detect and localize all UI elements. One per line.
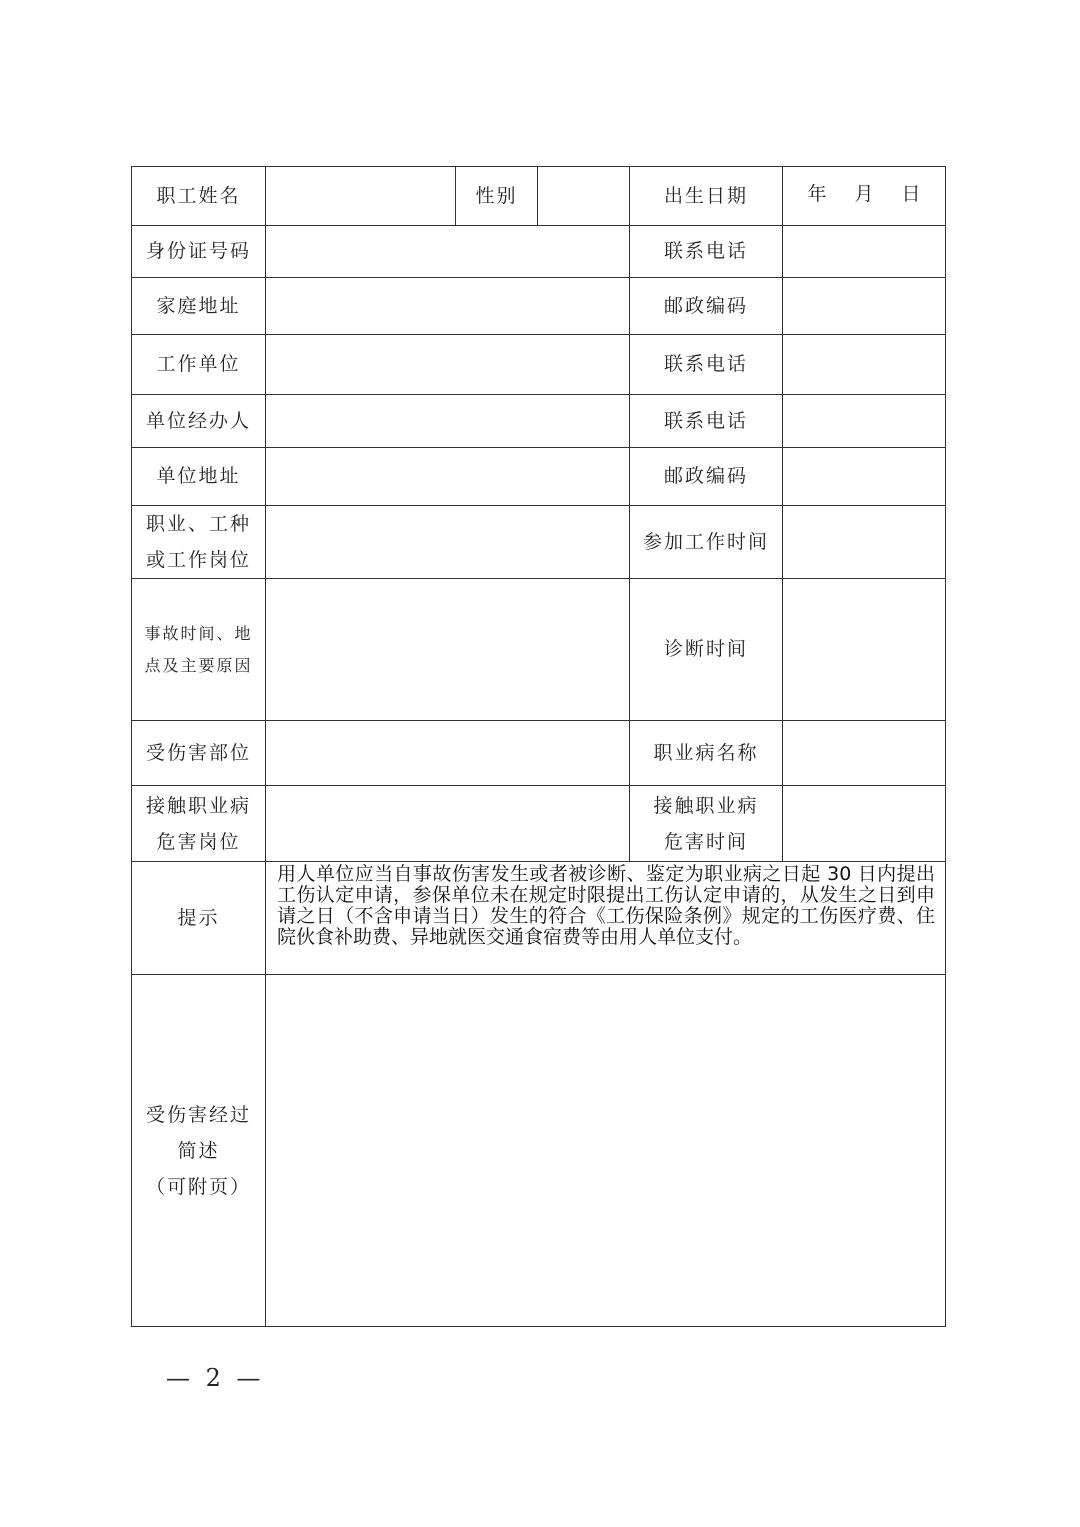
home-postcode-label: 邮政编码 [630, 278, 783, 335]
row-injury [132, 721, 946, 786]
work-start-time-label: 参加工作时间 [630, 506, 783, 579]
contact-phone-label: 联系电话 [630, 226, 783, 278]
employer-address-label: 单位地址 [132, 448, 266, 506]
exposure-post-label-line2: 危害岗位 [156, 830, 241, 853]
row-employer-agent [132, 395, 946, 448]
accident-details-label-line1: 事故时间、地 [144, 623, 253, 643]
home-address-label: 家庭地址 [132, 278, 266, 335]
gender-field[interactable] [538, 167, 630, 226]
employer-agent-label: 单位经办人 [132, 395, 266, 448]
work-start-time-field[interactable] [783, 506, 946, 579]
exposure-time-label [630, 786, 783, 862]
employer-postcode-field[interactable] [783, 448, 946, 506]
injured-part-field[interactable] [266, 721, 630, 786]
exposure-time-label-line1: 接触职业病 [653, 794, 759, 817]
contact-phone-field[interactable] [783, 226, 946, 278]
home-address-field[interactable] [266, 278, 630, 335]
row-description [132, 975, 946, 1327]
injury-description-label-line1: 受伤害经过 [145, 1103, 251, 1126]
date-year-label: 年 [807, 183, 827, 205]
accident-details-label [132, 579, 266, 721]
employer-label: 工作单位 [132, 335, 266, 395]
accident-details-field[interactable] [266, 579, 630, 721]
employee-name-label: 职工姓名 [132, 167, 266, 226]
diagnosis-time-field[interactable] [783, 579, 946, 721]
exposure-post-label [132, 786, 266, 862]
row-notice [132, 862, 946, 975]
injury-description-field[interactable] [266, 975, 946, 1327]
exposure-time-field[interactable] [783, 786, 946, 862]
employer-field[interactable] [266, 335, 630, 395]
birth-date-label: 出生日期 [630, 167, 783, 226]
date-month-label: 月 [854, 183, 874, 205]
gender-label: 性别 [456, 167, 538, 226]
diagnosis-time-label: 诊断时间 [630, 579, 783, 721]
injured-part-label: 受伤害部位 [132, 721, 266, 786]
occupation-field[interactable] [266, 506, 630, 579]
agent-phone-label: 联系电话 [630, 395, 783, 448]
employer-agent-field[interactable] [266, 395, 630, 448]
row-occupation [132, 506, 946, 579]
agent-phone-field[interactable] [783, 395, 946, 448]
row-employer-address [132, 448, 946, 506]
row-employer [132, 335, 946, 395]
exposure-post-field[interactable] [266, 786, 630, 862]
occupation-label-line2: 或工作岗位 [145, 549, 251, 572]
injury-description-label-line2: 简述 [177, 1139, 220, 1162]
birth-date-field[interactable] [783, 167, 946, 226]
id-number-field[interactable] [266, 226, 630, 278]
row-accident [132, 579, 946, 721]
accident-details-label-line2: 点及主要原因 [144, 655, 253, 675]
row-home-address [132, 278, 946, 335]
home-postcode-field[interactable] [783, 278, 946, 335]
date-day-label: 日 [901, 183, 921, 205]
employer-postcode-label: 邮政编码 [630, 448, 783, 506]
employer-address-field[interactable] [266, 448, 630, 506]
notice-label: 提示 [132, 862, 266, 975]
notice-text: 用人单位应当自事故伤害发生或者被诊断、鉴定为职业病之日起 30 日内提出工伤认定申请，参保单位未在规定时限提出工伤认定申请的，从发生之日到申请之日（不含申请当日）发生的符合《工伤保险条例》规定的工伤医疗费、住院伙食补助费、异地就医交通食宿费等由用人单位支付。 [266, 862, 946, 975]
page-number: — 2 — [166, 1364, 265, 1392]
id-number-label: 身份证号码 [132, 226, 266, 278]
exposure-time-label-line2: 危害时间 [663, 830, 748, 853]
occupation-label [132, 506, 266, 579]
employer-phone-field[interactable] [783, 335, 946, 395]
occupational-disease-field[interactable] [783, 721, 946, 786]
row-exposure [132, 786, 946, 862]
occupational-disease-label: 职业病名称 [630, 721, 783, 786]
row-name-gender-birth [132, 167, 946, 226]
occupation-label-line1: 职业、工种 [145, 513, 251, 535]
employer-phone-label: 联系电话 [630, 335, 783, 395]
work-injury-application-table [131, 166, 946, 1327]
row-id-number [132, 226, 946, 278]
injury-description-label [132, 975, 266, 1327]
exposure-post-label-line1: 接触职业病 [145, 794, 251, 817]
employee-name-field[interactable] [266, 167, 456, 226]
injury-description-label-line3: （可附页） [145, 1175, 251, 1198]
